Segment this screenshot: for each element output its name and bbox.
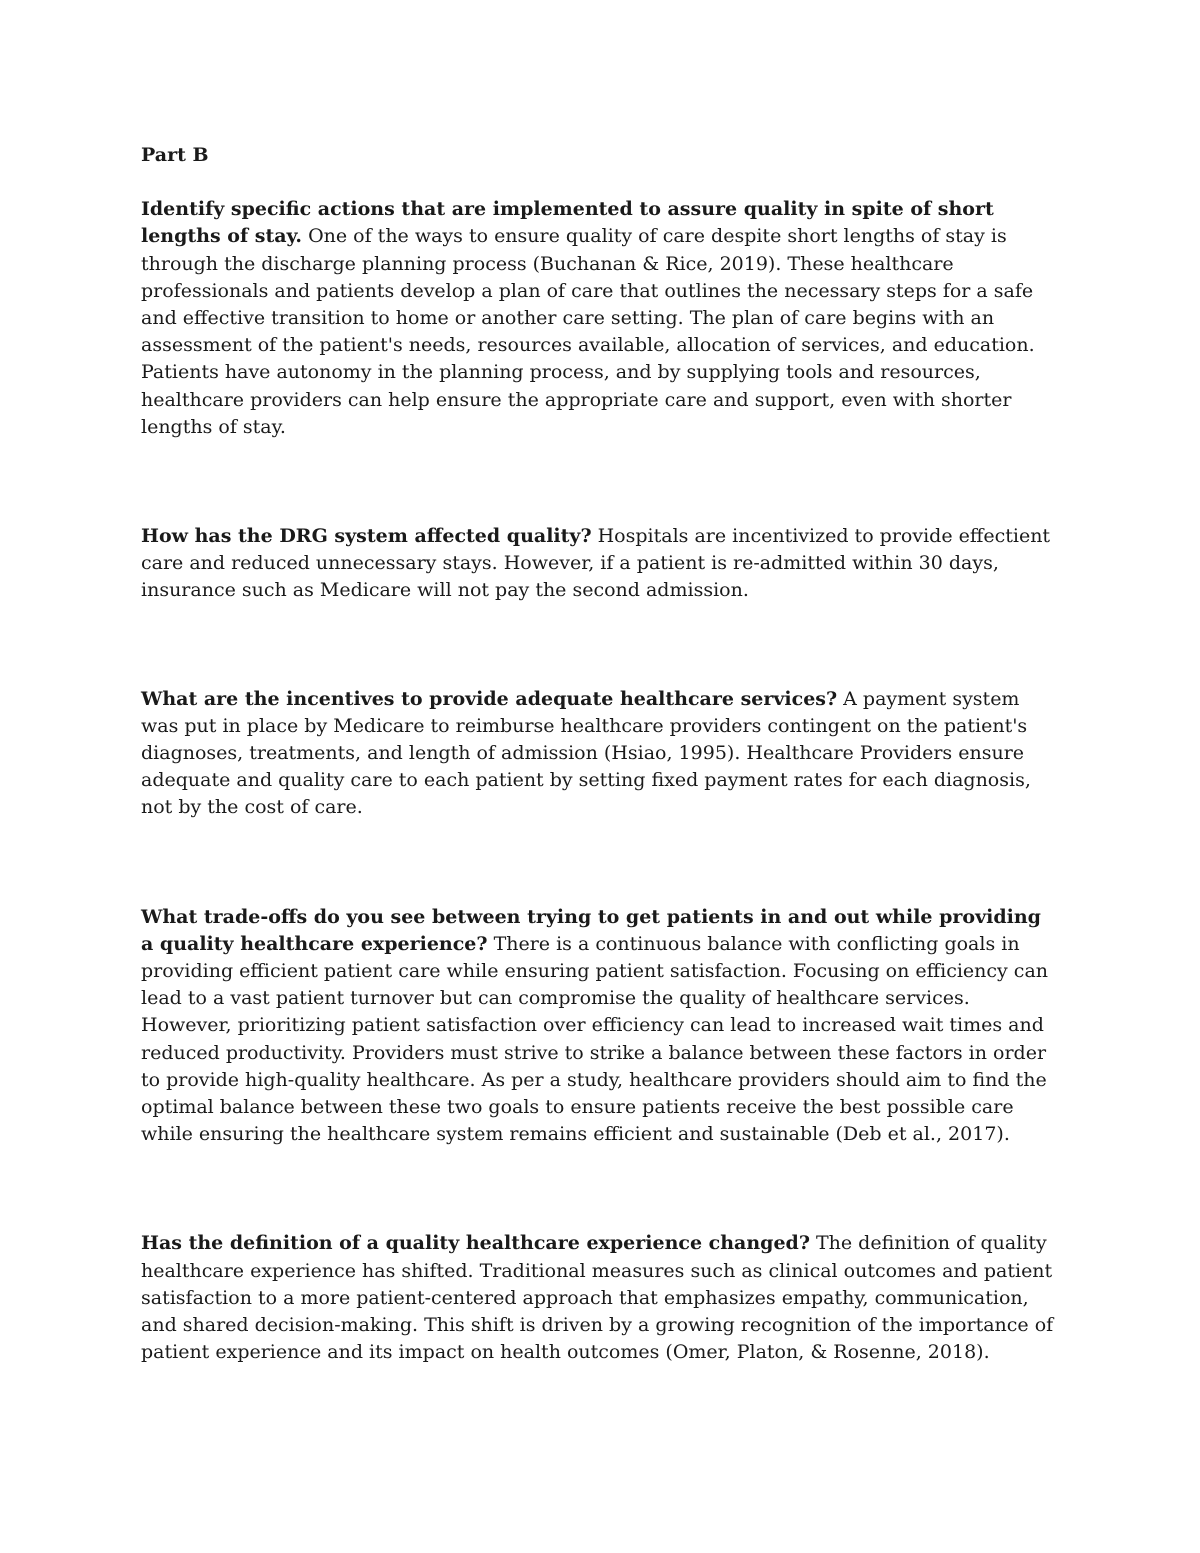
section-spacer: [141, 605, 1059, 686]
section-answer: A payment system was put in place by Medicare to reimburse healthcare providers contingent on the patient's diagnoses, treatments, and length of admission (Hsiao, 1995). Healthcare Providers ensure adequate and quality care to each patient by setting fixed payment rates for each diagnosis, not by the cost of care.: [141, 687, 1031, 819]
section-drg-system: [141, 523, 1059, 605]
section-question: How has the DRG system affected quality?: [141, 525, 592, 548]
section-incentives: [141, 686, 1059, 822]
section-answer: Hospitals are incentivized to provide effectient care and reduced unnecessary stays. However, if a patient is re-admitted within 30 days, insurance such as Medicare will not pay the second admission.: [141, 525, 1051, 602]
part-heading: Part B: [141, 144, 209, 166]
document-body: [141, 142, 1059, 1367]
section-question: What are the incentives to provide adequate healthcare services?: [141, 687, 838, 710]
section-question: Identify specific actions that are implemented to assure quality in spite of short lengths of stay.: [141, 198, 994, 248]
section-answer: The definition of quality healthcare experience has shifted. Traditional measures such as clinical outcomes and patient satisfaction to a more patient-centered approach that emphasizes empathy, communication, and shared decision-making. This shift is driven by a growing recognition of the importance of patient experience and its impact on health outcomes (Omer, Platon, & Rosenne, 2018).: [141, 1232, 1054, 1364]
section-question: Has the definition of a quality healthcare experience changed?: [141, 1232, 810, 1255]
section-question: What trade-offs do you see between trying to get patients in and out while providing a quality healthcare experience?: [141, 905, 1041, 955]
section-answer: One of the ways to ensure quality of care despite short lengths of stay is through the discharge planning process (Buchanan & Rice, 2019). These healthcare professionals and patients develop a plan of care that outlines the necessary steps for a safe and effective transition to home or another care setting. The plan of care begins with an assessment of the patient's needs, resources available, allocation of services, and education. Patients have autonomy in the planning process, and by supplying tools and resources, healthcare providers can help ensure the appropriate care and support, even with shorter lengths of stay.: [141, 225, 1035, 438]
section-spacer: [141, 1148, 1059, 1230]
section-answer: There is a continuous balance with conflicting goals in providing efficient patient care while ensuring patient satisfaction. Focusing on efficiency can lead to a vast patient turnover but can compromise the quality of healthcare services. However, prioritizing patient satisfaction over efficiency can lead to increased wait times and reduced productivity. Providers must strive to strike a balance between these factors in order to provide high-quality healthcare. As per a study, healthcare providers should aim to find the optimal balance between these two goals to ensure patients receive the best possible care while ensuring the healthcare system remains efficient and sustainable (Deb et al., 2017).: [141, 932, 1049, 1146]
section-discharge-planning: [141, 196, 1059, 441]
section-spacer: [141, 822, 1059, 904]
section-spacer: [141, 441, 1059, 523]
section-trade-offs: [141, 904, 1059, 1149]
section-quality-definition: [141, 1230, 1059, 1366]
